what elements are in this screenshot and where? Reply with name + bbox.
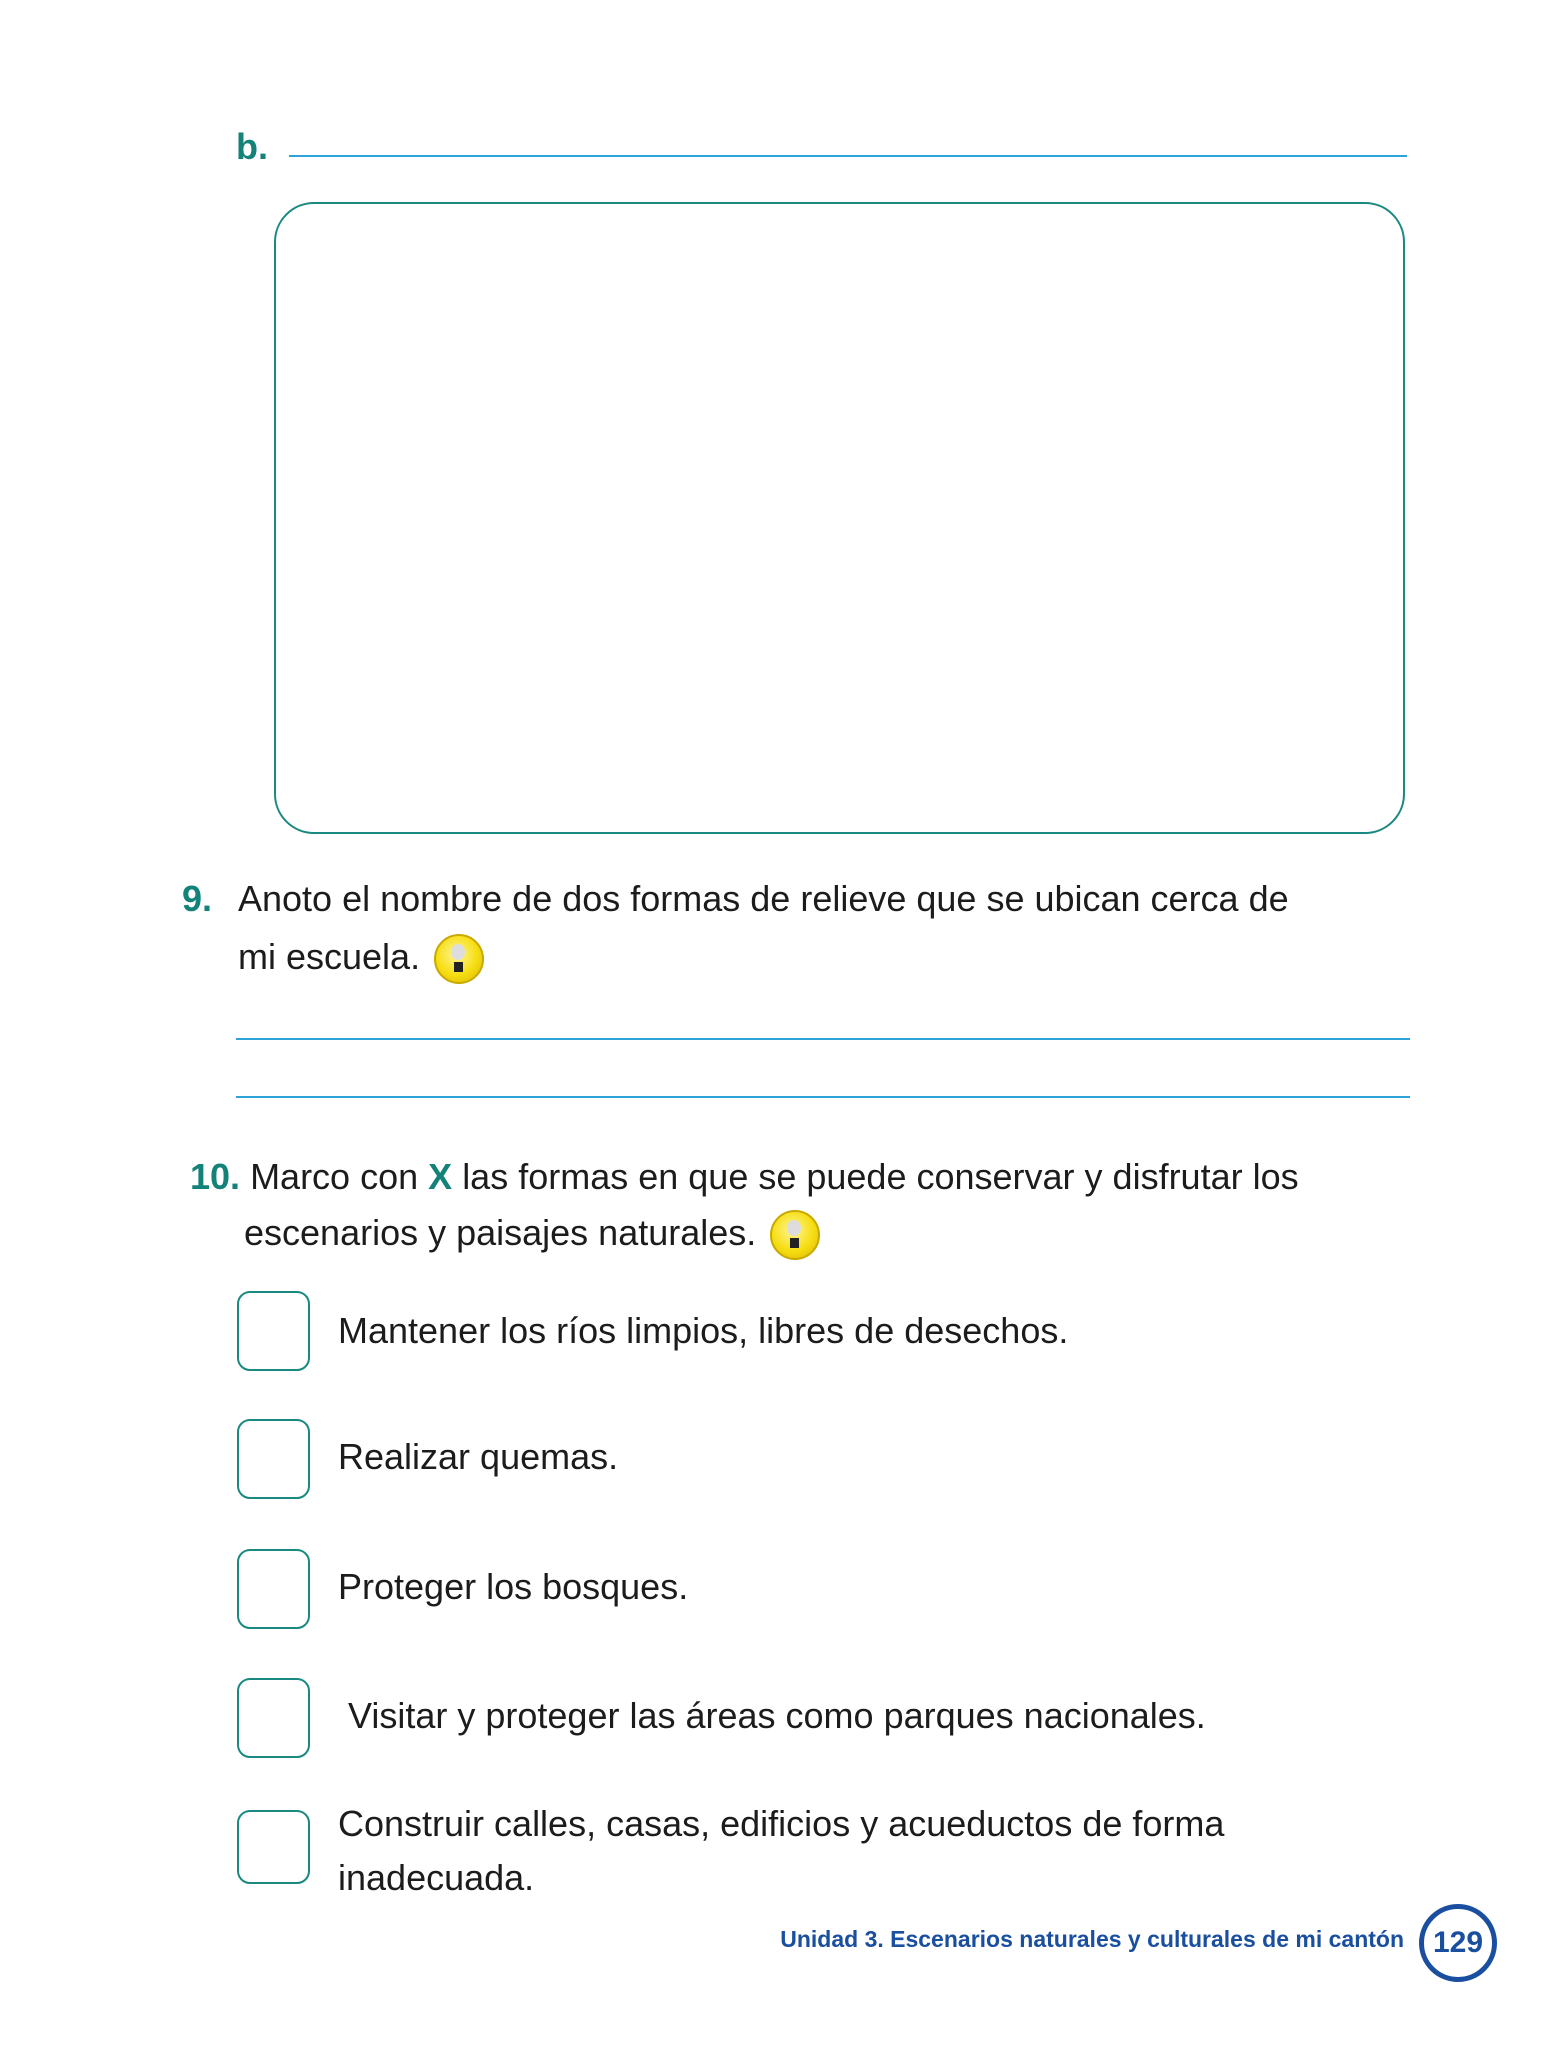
lightbulb-icon — [770, 1210, 820, 1260]
option-5-label-line1: Construir calles, casas, edificios y acueductos de forma — [338, 1803, 1225, 1844]
answer-line-2[interactable] — [236, 1096, 1410, 1098]
lightbulb-icon — [434, 934, 484, 984]
checkbox-option-2[interactable] — [237, 1419, 310, 1499]
option-5-label-line2: inadecuada. — [338, 1857, 535, 1898]
x-mark: X — [428, 1156, 453, 1197]
question-10-number: 10. — [190, 1156, 241, 1197]
option-4-label: Visitar y proteger las áreas como parques nacionales. — [348, 1695, 1206, 1736]
answer-line-b[interactable] — [289, 155, 1407, 157]
question-9-number: 9. — [182, 878, 213, 919]
checkbox-option-1[interactable] — [237, 1291, 310, 1371]
question-10-line1: 10. Marco con X las formas en que se puede conservar y disfrutar los — [190, 1156, 1299, 1197]
checkbox-option-3[interactable] — [237, 1549, 310, 1629]
checkbox-option-4[interactable] — [237, 1678, 310, 1758]
question-9-line2: mi escuela. — [238, 928, 484, 986]
page-number: 129 — [1419, 1904, 1497, 1982]
option-1-label: Mantener los ríos limpios, libres de desechos. — [338, 1310, 1069, 1351]
question-10-line2: escenarios y paisajes naturales. — [244, 1204, 820, 1262]
footer-unit-title: Unidad 3. Escenarios naturales y culturales de mi cantón — [780, 1926, 1404, 1952]
question-9-line1: Anoto el nombre de dos formas de relieve que se ubican cerca de — [238, 878, 1289, 919]
checkbox-option-5[interactable] — [237, 1810, 310, 1884]
option-2-label: Realizar quemas. — [338, 1436, 619, 1477]
option-3-label: Proteger los bosques. — [338, 1566, 689, 1607]
part-b-label: b. — [236, 126, 268, 167]
drawing-box[interactable] — [274, 202, 1405, 834]
answer-line-1[interactable] — [236, 1038, 1410, 1040]
